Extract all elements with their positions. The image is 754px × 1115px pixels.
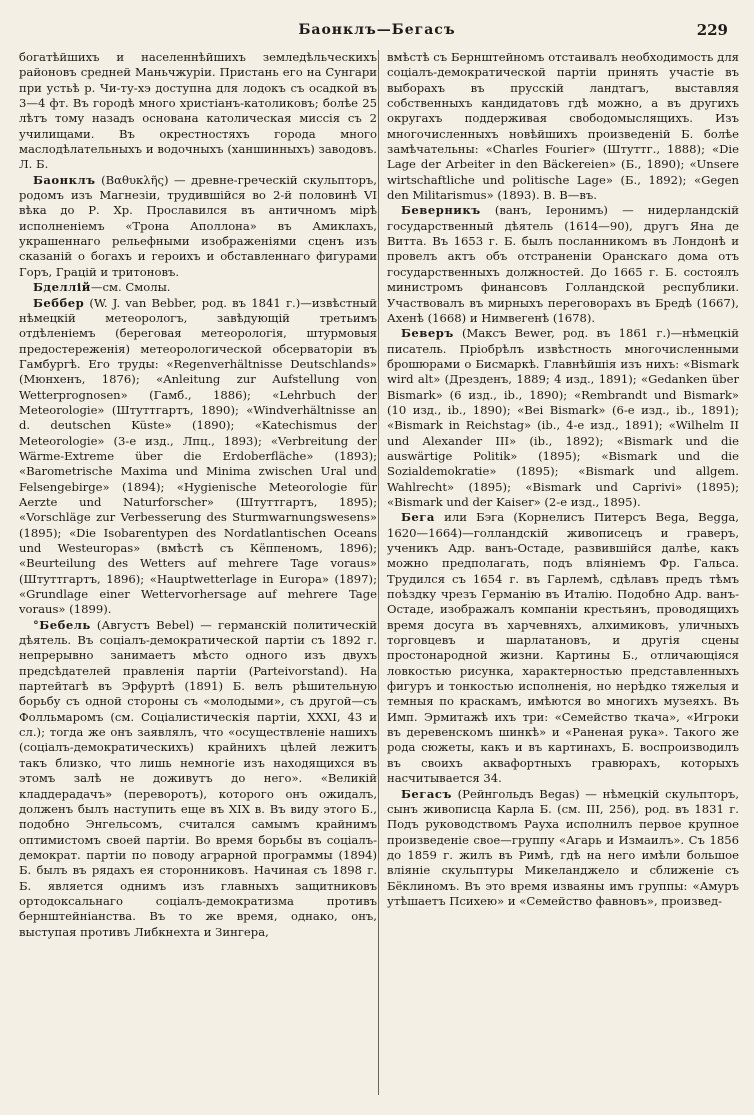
encyclopedia-entry xyxy=(19,296,377,618)
left-column xyxy=(19,50,377,1100)
entry-text: (ванъ, Іеронимъ) — нидерландскій государственный дѣятель (1614—90), другъ Яна де Витта. Въ 1653 г. Б. былъ посланникомъ въ Лондонѣ и провелъ актъ объ отстраненіи Оранскаго дома отъ государственныхъ должностей. До 1665 г. Б. состоялъ министромъ финансовъ Голландской республики. Участвовалъ въ мирныхъ переговорахъ въ Бредѣ (1667), Ахенѣ (1668) и Нимвегенѣ (1678). xyxy=(387,203,739,325)
entry-headword: Беббер xyxy=(33,295,85,310)
continued-paragraph xyxy=(19,50,377,173)
entry-text: вмѣстѣ съ Бернштейномъ отстаивалъ необходимость для соціалъ-демократической партіи принять участіе въ выборахъ въ прусскій ландтагъ, выставляя собственныхъ кандидатовъ гдѣ можно, а въ другихъ округахъ поддерживая свободомыслящихъ. Изъ многочисленныхъ новѣйшихъ произведеній Б. болѣе замѣчательны: «Charles Fourier» (Штуттг., 1888); «Die Lage der Arbeiter in den Bäckereien» (Б., 1890); «Unsere wirtschaftliche und politische Lage» (Б., 1892); «Gegen den Militarismus» (1893). В. В—въ. xyxy=(387,50,739,203)
encyclopedia-entry xyxy=(19,173,377,280)
entry-text: (Августъ Bebel) — германскій политическій дѣятель. Въ соціалъ-демократической партіи съ 1892 г. непрерывно занимаетъ мѣсто одного изъ двухъ предсѣдателей правленія партіи (Parteivorstand). На партейтагѣ въ Эрфуртѣ (1891) Б. велъ рѣшительную борьбу съ одной стороны съ «молодыми», съ другой—съ Фолльмаромъ (см. Соціалистическія партіи, XXXI, 43 и сл.); тогда же онъ заявлялъ, что «осуществленіе нашихъ (соціалъ-демократическихъ) крайнихъ цѣлей лежитъ такъ близко, что лишь немногіе изъ находящихся въ этомъ залѣ не доживутъ до него». «Великій кладдерадачъ» (переворотъ), которого онъ ожидалъ, долженъ былъ наступить еще въ XIX в. Въ виду этого Б., подобно Энгельсомъ, считался самымъ крайнимъ оптимистомъ своей партіи. Во время борьбы въ соціалъ-демократ. партіи по поводу аграрной программы (1894) Б. былъ въ рядахъ ея сторонниковъ. Начиная съ 1898 г. Б. является однимъ изъ главныхъ защитниковъ ортодоксальнаго соціалъ-демократизма противъ бернштейніанства. Въ то же время, однако, онъ, выступая противъ Либкнехта и Зингера, xyxy=(19,617,377,939)
entry-headword: Бега xyxy=(401,510,435,525)
encyclopedia-entry xyxy=(19,280,377,295)
entry-headword: Беверникъ xyxy=(401,203,481,218)
running-head: Баонклъ—Бегасъ xyxy=(298,22,456,38)
entry-headword: Баонклъ xyxy=(33,172,96,187)
entry-headword: °Бебель xyxy=(33,617,91,632)
right-column xyxy=(387,50,739,1100)
column-divider xyxy=(378,50,379,1095)
entry-headword: Бделлій xyxy=(33,280,91,295)
encyclopedia-entry xyxy=(387,787,739,910)
entry-text: (Максъ Bewer, род. въ 1861 г.)—нѣмецкій писатель. Пріобрѣлъ извѣстность многочисленными брошюрами о Бисмаркѣ. Главнѣйшія изъ нихъ: «Bismark wird alt» (Дрезденъ, 1889; 4 изд., 1891); «Gedanken über Bismark» (6 изд., ib., 1890); «Rembrandt und Bismark» (10 изд., ib., 1890); «Bei Bismark» (6-е изд., ib., 1891); «Bismark in Reichstag» (ib., 4-е изд., 1891); «Wilhelm II und Alexander III» (ib., 1892); «Bismark und die auswärtige Politik» (1895); «Bismark und die Sozialdemokratie» (1895); «Bismark und allgem. Wahlrecht» (1895); «Bismark und Caprivi» (1895); «Bismark und der Kaiser» (2-е изд., 1895). xyxy=(387,326,739,509)
page-number: 229 xyxy=(696,21,728,39)
encyclopedia-entry xyxy=(387,203,739,326)
page-header xyxy=(0,22,754,46)
encyclopedia-entry xyxy=(387,326,739,510)
entry-text: (W. J. van Bebber, род. въ 1841 г.)—извѣстный нѣмецкій метеорологъ, завѣдующій третьимъ отдѣленіемъ (береговая метеорологія, штурмовыя предостереженія) метеорологической обсерваторіи въ Гамбургѣ. Его труды: «Regenverhältnisse Deutschlands» (Мюнхенъ, 1876); «Anleitung zur Aufstellung von Wetterprognosen» (Гамб., 1886); «Lehrbuch der Meteorologie» (Штуттгартъ, 1890); «Windverhältnisse an d. deutschen Küste» (1890); «Katechismus der Meteorologie» (3-е изд., Лпц., 1893); «Verbreitung der Wärme-Extreme über die Erdoberfläche» (1893); «Barometrische Maxima und Minima zwischen Ural und Felsengebirge» (1894); «Hygienische Meteorologie für Aerzte und Naturforscher» (Штуттгартъ, 1895); «Vorschläge zur Verbesserung des Sturmwarnungswesens» (1895); «Die Isobarentypen des Nordatlantischen Oceans und Westeuropas» (вмѣстѣ съ Кёппеномъ, 1896); «Beurteilung des Wetters auf mehrere Tage voraus» (Штуттгартъ, 1896); «Hauptwetterlage in Europa» (1897); «Grundlage einer Wettervorhersage auf mehrere Tage voraus» (1899). xyxy=(19,295,377,617)
entry-text: (Βαθυκλῆς) — древне-греческій скульпторъ, родомъ изъ Магнезіи, трудившійся во 2-й половинѣ VI вѣка до Р. Хр. Прославился въ античномъ мірѣ исполненіемъ «Трона Аполлона» въ Амиклахъ, украшеннаго рельефными изображеніями сценъ изъ сказаній о богахъ и героихъ и обставленнаго фигурами Горъ, Грацій и тритоновъ. xyxy=(19,172,377,279)
entry-headword: Беверъ xyxy=(401,326,454,341)
entry-text: —см. Смолы. xyxy=(90,280,171,295)
encyclopedia-entry xyxy=(19,618,377,940)
entry-text: богатѣйшихъ и населеннѣйшихъ земледѣльческихъ районовъ средней Маньчжуріи. Пристань его на Сунгари при устьѣ р. Чи-ту-хэ доступна для лодокъ съ осадкой въ 3—4 фт. Въ городѣ много христіанъ-католиковъ; болѣе 25 лѣтъ тому назадъ основана католическая миссія съ 2 училищами. Въ окрестностяхъ города много маслодѣлательныхъ и водочныхъ (ханшинныхъ) заводовъ. Л. Б. xyxy=(19,50,377,172)
entry-text: или Бэга (Корнелисъ Питерсъ Bega, Begga, 1620—1664)—голландскій живописецъ и граверъ, ученикъ Адр. ванъ-Остаде, развившійся далѣе, какъ можно предполагать, подъ вліяніемъ Фр. Гальса. Трудился съ 1654 г. въ Гарлемѣ, сдѣлавъ предъ тѣмъ поѣздку чрезъ Германію въ Италію. Подобно Адр. ванъ-Остаде, изображалъ компаніи крестьянъ, проводящихъ время досуга въ харчевняхъ, алхимиковъ, уличныхъ торговцевъ и шарлатановъ, и другія сцены простонародной жизни. Картины Б., отличающіяся ловкостью рисунка, характерностью представленныхъ фигуръ и тонкостью исполненія, но нерѣдко тяжелыя и темныя по краскамъ, имѣются во многихъ музеяхъ. Въ Имп. Эрмитажѣ ихъ три: «Семейство ткача», «Игроки въ деревенскомъ шинкѣ» и «Раненая рука». Такого же рода сюжеты, какъ и въ картинахъ, Б. воспроизводилъ въ своихъ аквафортныхъ гравюрахъ, которыхъ насчитывается 34. xyxy=(387,510,739,786)
continued-paragraph xyxy=(387,50,739,203)
encyclopedia-entry xyxy=(387,510,739,786)
entry-headword: Бегасъ xyxy=(401,786,452,801)
entry-text: (Рейнгольдъ Begas) — нѣмецкій скульпторъ, сынъ живописца Карла Б. (см. III, 256), род. въ 1831 г. Подъ руководствомъ Рауха исполнилъ первое крупное произведеніе свое—группу «Агарь и Измаилъ». Съ 1856 до 1859 г. жилъ въ Римѣ, гдѣ на него имѣли большое вліяніе скульптуры Микеланджело и сближеніе съ Бёклиномъ. Въ это время изваяны имъ группы: «Амуръ утѣшаетъ Психею» и «Семейство фавновъ», произвед- xyxy=(387,786,739,908)
